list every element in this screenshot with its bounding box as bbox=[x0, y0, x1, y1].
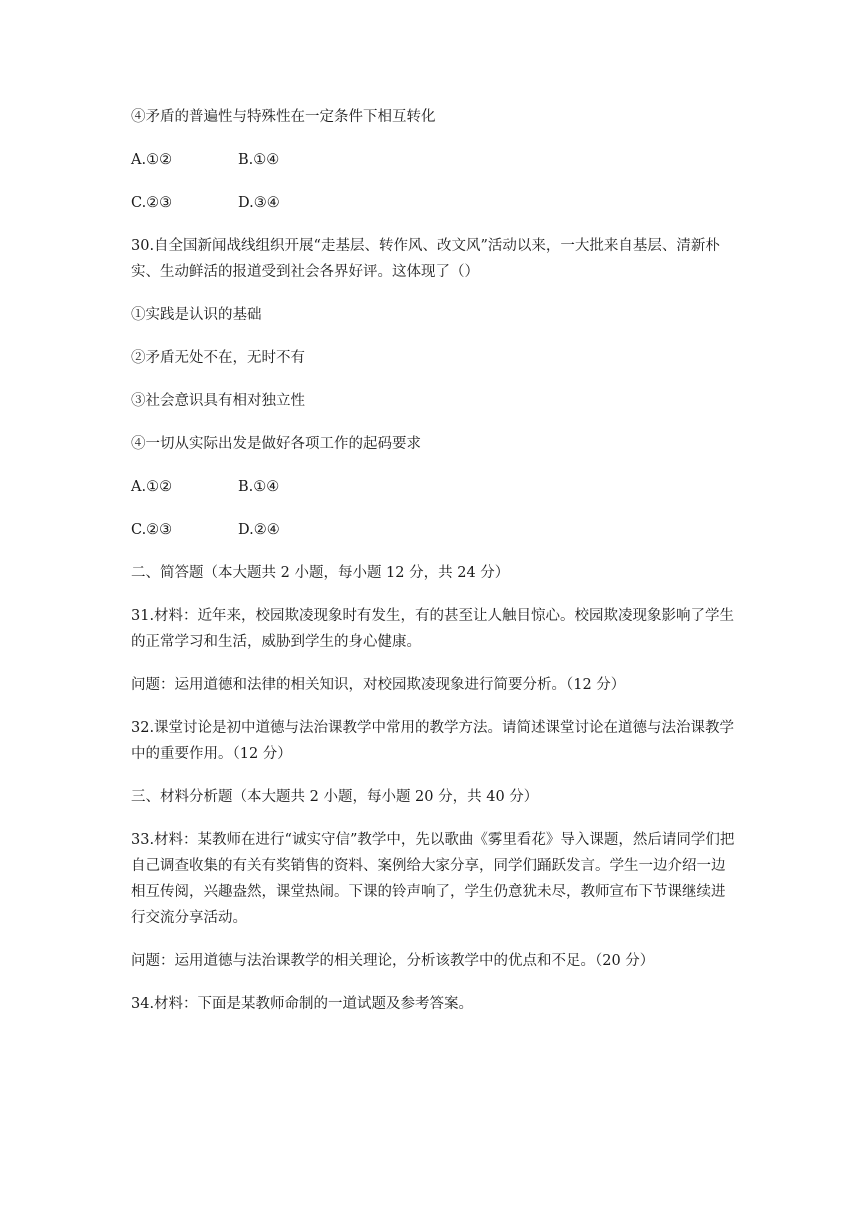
q30-options-row-1 bbox=[131, 474, 736, 500]
q30-item-2: ②矛盾无处不在，无时不有 bbox=[131, 350, 305, 366]
q29-option-a: A.①② bbox=[131, 152, 173, 168]
q32-text: 32.课堂讨论是初中道德与法治课教学中常用的教学方法。请简述课堂讨论在道德与法治课教学中的重要作用。（12 分） bbox=[131, 720, 735, 762]
q31-material: 31.材料：近年来，校园欺凌现象时有发生，有的甚至让人触目惊心。校园欺凌现象影响了学生的正常学习和生活，威胁到学生的身心健康。 bbox=[131, 608, 735, 650]
q30-item-3: ③社会意识具有相对独立性 bbox=[131, 393, 305, 409]
q33-material: 33.材料：某教师在进行“诚实守信”教学中，先以歌曲《雾里看花》导入课题，然后请同学们把自己调查收集的有关有奖销售的资料、案例给大家分享，同学们踊跃发言。学生一边介绍一边相互传阅，兴趣盎然，课堂热闹。下课的铃声响了，学生仍意犹未尽，教师宣布下节课继续进行交流分享活动。 bbox=[131, 832, 735, 926]
q30-stem: 30.自全国新闻战线组织开展“走基层、转作风、改文风”活动以来，一大批来自基层、清新朴实、生动鲜活的报道受到社会各界好评。这体现了（） bbox=[131, 238, 720, 280]
q30-option-b: B.①④ bbox=[238, 479, 280, 495]
section-2-heading: 二、简答题（本大题共 2 小题，每小题 12 分，共 24 分） bbox=[131, 565, 510, 581]
q30-options-row-2 bbox=[131, 517, 736, 543]
q30-item-1: ①实践是认识的基础 bbox=[131, 307, 262, 323]
q30-option-c: C.②③ bbox=[131, 522, 173, 538]
q29-options-row-1 bbox=[131, 147, 736, 173]
q33-question: 问题：运用道德与法治课教学的相关理论，分析该教学中的优点和不足。（20 分） bbox=[131, 953, 655, 969]
q31-question: 问题：运用道德和法律的相关知识，对校园欺凌现象进行简要分析。（12 分） bbox=[131, 677, 626, 693]
q29-option-d: D.③④ bbox=[238, 195, 280, 211]
q29-option-c: C.②③ bbox=[131, 195, 173, 211]
q30-item-4: ④一切从实际出发是做好各项工作的起码要求 bbox=[131, 436, 421, 452]
q29-options-row-2 bbox=[131, 190, 736, 216]
q30-option-a: A.①② bbox=[131, 479, 173, 495]
exam-content bbox=[131, 104, 736, 1034]
q29-item-4: ④矛盾的普遍性与特殊性在一定条件下相互转化 bbox=[131, 109, 436, 125]
q29-option-b: B.①④ bbox=[238, 152, 280, 168]
section-3-heading: 三、材料分析题（本大题共 2 小题，每小题 20 分，共 40 分） bbox=[131, 789, 539, 805]
q30-option-d: D.②④ bbox=[238, 522, 280, 538]
q34-material: 34.材料：下面是某教师命制的一道试题及参考答案。 bbox=[131, 996, 474, 1012]
